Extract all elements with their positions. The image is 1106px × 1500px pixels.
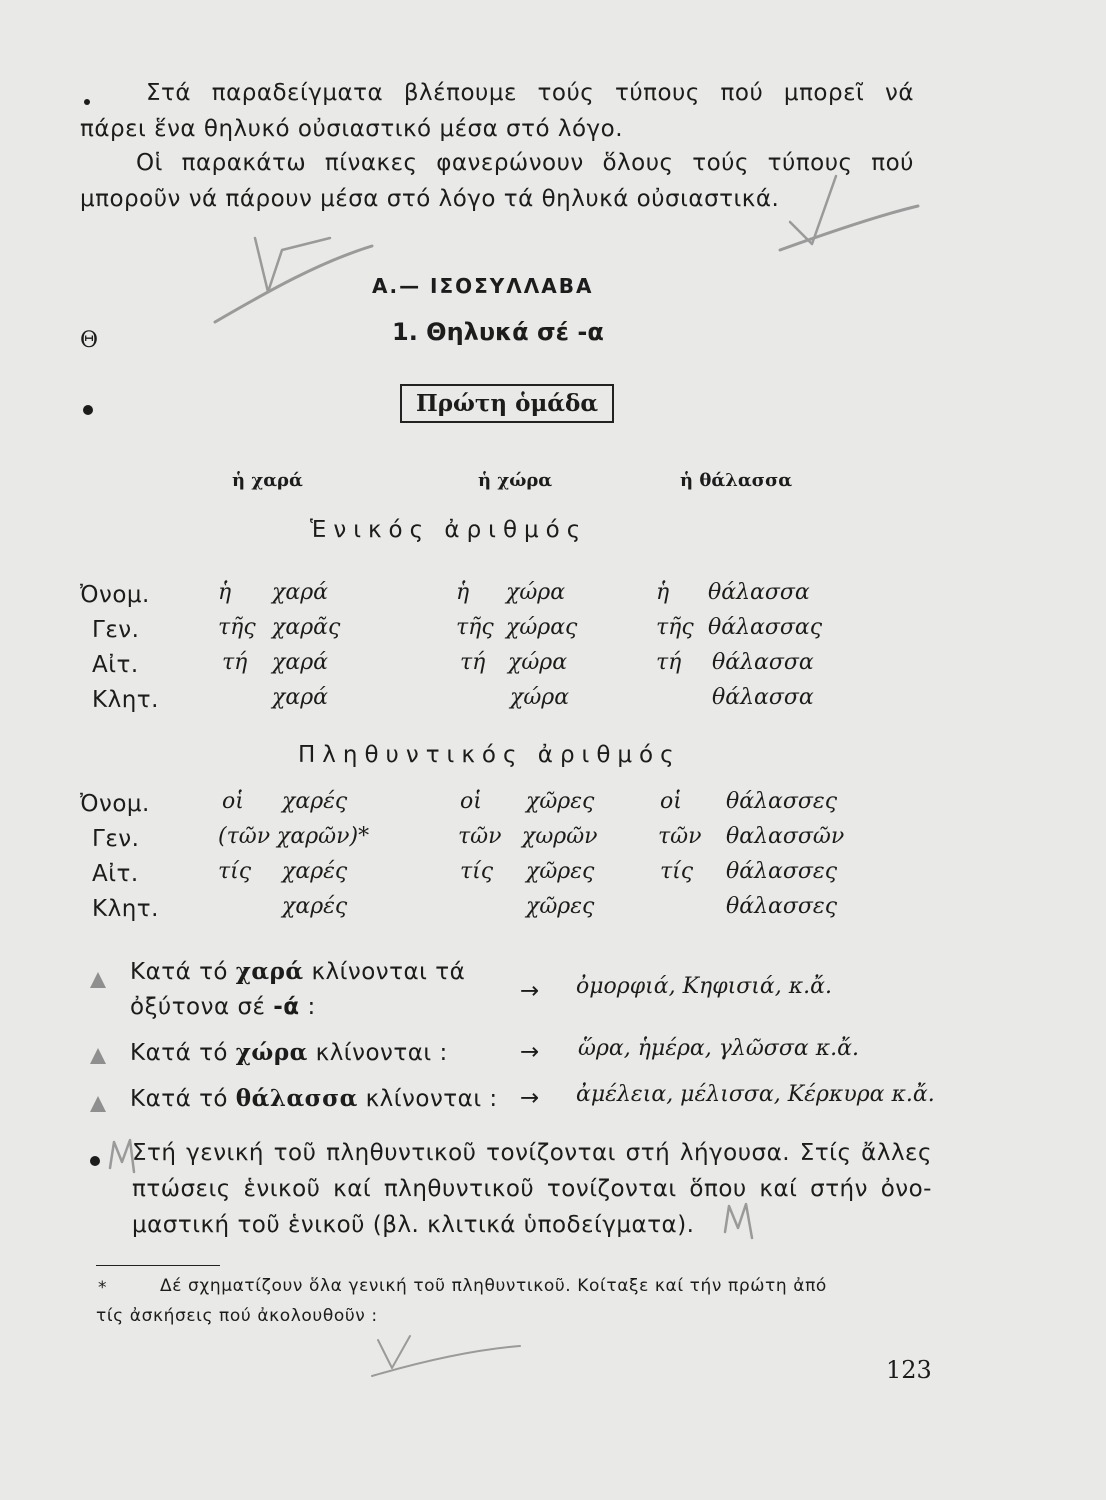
pattern-word: θάλασσα bbox=[235, 1085, 358, 1112]
table-cell: χώρας bbox=[506, 615, 578, 640]
initial-mark bbox=[110, 1140, 134, 1172]
bullet-dot bbox=[84, 99, 90, 105]
triangle-bullet-icon bbox=[90, 1096, 106, 1112]
table-cell: ἡ bbox=[656, 580, 670, 605]
pattern-word: χαρά bbox=[235, 958, 304, 985]
footnote-divider bbox=[96, 1265, 220, 1266]
table-cell: χώρα bbox=[506, 580, 566, 605]
group-label-box: Πρώτη ὁμάδα bbox=[400, 384, 614, 423]
intro-paragraph-line-2: μποροῦν νά πάρουν μέσα στό λόγο τά θηλυκά οὐσιαστικά. bbox=[80, 186, 780, 212]
pattern-prefix: Κατά τό bbox=[130, 1040, 228, 1066]
table-cell: ἡ bbox=[456, 580, 470, 605]
table-cell: θάλασσα bbox=[708, 580, 810, 605]
pattern-line2-text: ὀξύτονα σέ bbox=[130, 994, 266, 1020]
table-cell: θάλασσα bbox=[712, 685, 814, 710]
pattern-prefix: Κατά τό bbox=[130, 1086, 228, 1112]
table-cell: θάλασσες bbox=[726, 894, 838, 919]
table-row-case: Κλητ. bbox=[92, 896, 159, 922]
table-cell: τῆς bbox=[456, 615, 494, 640]
table-row-case: Ὀνομ. bbox=[80, 791, 150, 817]
headword-3: ἡ θάλασσα bbox=[680, 470, 793, 491]
pencil-stroke bbox=[215, 246, 372, 322]
initial-mark bbox=[725, 1204, 752, 1238]
table-cell: οἱ bbox=[660, 789, 682, 814]
accent-note-line-1: Στή γενική τοῦ πληθυντικοῦ τονίζονται στή λήγουσα. Στίς ἄλλες bbox=[132, 1140, 932, 1166]
table-cell: τῆς bbox=[218, 615, 256, 640]
headword-2: ἡ χώρα bbox=[478, 470, 553, 491]
table-cell: θάλασσα bbox=[712, 650, 814, 675]
accent-note-line-2: πτώσεις ἑνικοῦ καί πληθυντικοῦ τονίζονται ὅπου καί στήν ὀνο- bbox=[132, 1176, 932, 1202]
table-cell: χαρά bbox=[272, 685, 328, 710]
table-cell: χαρές bbox=[282, 859, 348, 884]
pattern-suffix: κλίνονται : bbox=[365, 1086, 498, 1112]
table-cell: χῶρες bbox=[526, 789, 595, 814]
table-cell: χῶρες bbox=[526, 894, 595, 919]
table-cell: τίς bbox=[218, 859, 252, 884]
table-cell: χώρα bbox=[508, 650, 568, 675]
pencil-stroke bbox=[780, 206, 918, 250]
pattern-arrow: → bbox=[520, 1085, 540, 1111]
table-cell: οἱ bbox=[460, 789, 482, 814]
pencil-stroke bbox=[372, 1346, 520, 1376]
check-mark bbox=[378, 1336, 410, 1368]
table-cell: χώρα bbox=[510, 685, 570, 710]
table-row-case: Γεν. bbox=[92, 826, 140, 852]
table-cell: θάλασσες bbox=[726, 859, 838, 884]
table-cell: (τῶν χαρῶν)* bbox=[218, 824, 370, 849]
subsection-title: 1. Θηλυκά σέ -α bbox=[392, 318, 604, 346]
table-cell: ἡ bbox=[218, 580, 232, 605]
table-cell: χαρές bbox=[282, 894, 348, 919]
check-mark bbox=[790, 176, 836, 244]
pattern-3-line bbox=[130, 1085, 498, 1112]
pattern-word: χώρα bbox=[235, 1039, 308, 1066]
footnote-line-1: Δέ σχηματίζουν ὅλα γενική τοῦ πληθυντικοῦ. Κοίταξε καί τήν πρώτη ἀπό bbox=[160, 1276, 827, 1296]
bullet-dot bbox=[90, 1156, 100, 1166]
page-number: 123 bbox=[886, 1356, 932, 1384]
table-cell: θάλασσες bbox=[726, 789, 838, 814]
table-cell: χαρά bbox=[272, 580, 328, 605]
table-cell: χῶρες bbox=[526, 859, 595, 884]
table-cell: τῶν bbox=[458, 824, 502, 849]
triangle-bullet-icon bbox=[90, 1048, 106, 1064]
table-cell: τῶν bbox=[658, 824, 702, 849]
table-cell: χαρᾶς bbox=[272, 615, 341, 640]
table-cell: τίς bbox=[460, 859, 494, 884]
singular-heading: Ἑνικός ἀριθμός bbox=[310, 517, 588, 543]
table-row-case: Γεν. bbox=[92, 617, 140, 643]
pattern-examples: ὀμορφιά, Κηφισιά, κ.ἄ. bbox=[576, 974, 832, 999]
pattern-suffix: κλίνονται τά bbox=[311, 959, 466, 985]
pattern-examples: ὥρα, ἡμέρα, γλῶσσα κ.ἄ. bbox=[578, 1036, 859, 1061]
table-cell: χαρές bbox=[282, 789, 348, 814]
section-title: Α.— ΙΣΟΣΥΛΛΑΒΑ bbox=[372, 274, 594, 298]
table-cell: τή bbox=[460, 650, 486, 675]
table-row-case: Αἰτ. bbox=[92, 861, 139, 887]
pattern-examples: ἀμέλεια, μέλισσα, Κέρκυρα κ.ἄ. bbox=[576, 1082, 935, 1107]
table-cell: θαλασσῶν bbox=[726, 824, 845, 849]
table-cell: οἱ bbox=[222, 789, 244, 814]
intro-paragraph-line-1: Οἱ παρακάτω πίνακες φανερώνουν ὅλους τούς τύπους πού bbox=[136, 150, 914, 176]
pattern-arrow: → bbox=[520, 978, 540, 1004]
plural-heading: Πληθυντικός ἀριθμός bbox=[298, 742, 681, 768]
theta-marker: Θ bbox=[80, 328, 99, 353]
intro-bullet-line-2: πάρει ἕνα θηλυκό οὐσιαστικό μέσα στό λόγο. bbox=[80, 116, 624, 142]
triangle-bullet-icon bbox=[90, 972, 106, 988]
headword-1: ἡ χαρά bbox=[232, 470, 303, 491]
pattern-prefix: Κατά τό bbox=[130, 959, 228, 985]
pattern-1-line-1 bbox=[130, 958, 465, 985]
table-cell: τίς bbox=[660, 859, 694, 884]
pattern-2-line bbox=[130, 1039, 448, 1066]
pattern-1-line-2 bbox=[130, 994, 316, 1020]
pattern-arrow: → bbox=[520, 1039, 540, 1065]
table-cell: θάλασσας bbox=[708, 615, 823, 640]
footnote-line-2: τίς ἀσκήσεις πού ἀκολουθοῦν : bbox=[96, 1306, 378, 1326]
check-mark bbox=[255, 238, 330, 292]
pattern-line2-end: : bbox=[307, 994, 316, 1020]
footnote-marker: * bbox=[98, 1278, 108, 1298]
table-row-case: Κλητ. bbox=[92, 687, 159, 713]
accent-note-line-3: μαστική τοῦ ἑνικοῦ (βλ. κλιτικά ὑποδείγματα). bbox=[132, 1212, 695, 1238]
table-cell: τῆς bbox=[656, 615, 694, 640]
pattern-line2-bold: -ά bbox=[273, 994, 300, 1020]
table-cell: τή bbox=[222, 650, 248, 675]
intro-bullet-line-1: Στά παραδείγματα βλέπουμε τούς τύπους πού μπορεῖ νά bbox=[146, 80, 914, 106]
table-cell: χωρῶν bbox=[522, 824, 598, 849]
table-cell: τή bbox=[656, 650, 682, 675]
pattern-suffix: κλίνονται : bbox=[315, 1040, 448, 1066]
table-cell: χαρά bbox=[272, 650, 328, 675]
table-row-case: Ὀνομ. bbox=[80, 582, 150, 608]
bullet-dot bbox=[83, 405, 93, 415]
table-row-case: Αἰτ. bbox=[92, 652, 139, 678]
